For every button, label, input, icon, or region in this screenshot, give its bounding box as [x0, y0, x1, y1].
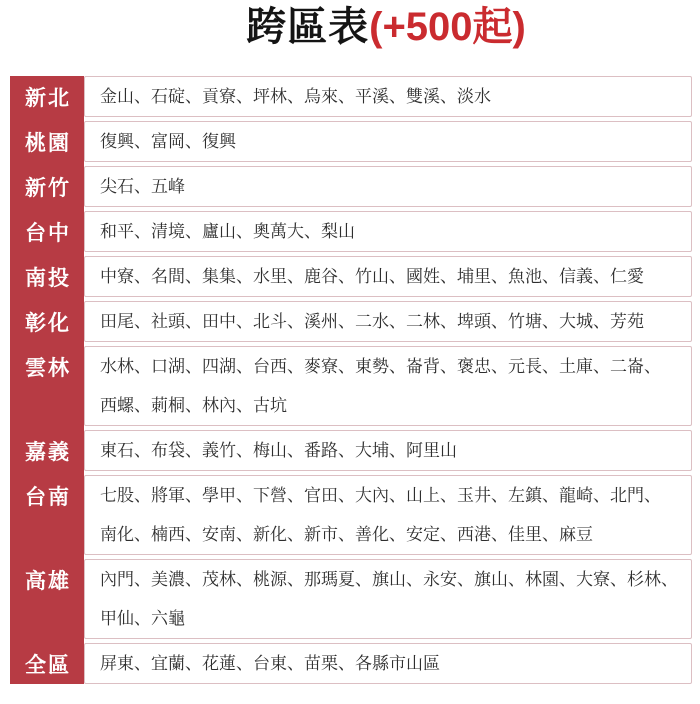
district-list: 田尾、社頭、田中、北斗、溪州、二水、二林、埤頭、竹塘、大城、芳苑 — [84, 301, 692, 342]
region-label: 新竹 — [25, 176, 71, 200]
district-list: 復興、富岡、復興 — [84, 121, 692, 162]
district-list: 和平、清境、廬山、奧萬大、梨山 — [84, 211, 692, 252]
table-row — [10, 346, 692, 426]
region-label: 高雄 — [25, 569, 71, 593]
region-label: 南投 — [25, 266, 71, 290]
table-row — [10, 211, 692, 252]
table-row — [10, 559, 692, 639]
table-row — [10, 475, 692, 555]
region-label: 台南 — [25, 485, 71, 509]
table-row — [10, 301, 692, 342]
zone-table-rows — [10, 76, 692, 684]
table-row — [10, 166, 692, 207]
table-row — [10, 256, 692, 297]
page-title — [36, 4, 700, 50]
region-label: 雲林 — [25, 356, 71, 380]
title-surcharge: (+500起) — [369, 5, 526, 49]
table-row — [10, 430, 692, 471]
region-label: 嘉義 — [25, 440, 71, 464]
region-label: 台中 — [25, 221, 71, 245]
district-list: 水林、口湖、四湖、台西、麥寮、東勢、崙背、褒忠、元長、土庫、二崙、西螺、莿桐、林內、古坑 — [84, 346, 692, 426]
table-row — [10, 76, 692, 117]
table-row — [10, 643, 692, 684]
district-list: 內門、美濃、茂林、桃源、那瑪夏、旗山、永安、旗山、林園、大寮、杉林、甲仙、六龜 — [84, 559, 692, 639]
district-list: 尖石、五峰 — [84, 166, 692, 207]
district-list: 中寮、名間、集集、水里、鹿谷、竹山、國姓、埔里、魚池、信義、仁愛 — [84, 256, 692, 297]
region-label: 全區 — [25, 653, 71, 677]
region-label: 彰化 — [25, 311, 71, 335]
district-list: 屏東、宜蘭、花蓮、台東、苗栗、各縣市山區 — [84, 643, 692, 684]
district-list: 七股、將軍、學甲、下營、官田、大內、山上、玉井、左鎮、龍崎、北門、南化、楠西、安南、新化、新市、善化、安定、西港、佳里、麻豆 — [84, 475, 692, 555]
region-label: 桃園 — [25, 131, 71, 155]
title-main: 跨區表 — [246, 5, 370, 49]
table-row — [10, 121, 692, 162]
district-list: 金山、石碇、貢寮、坪林、烏來、平溪、雙溪、淡水 — [84, 76, 692, 117]
zone-table — [10, 76, 692, 684]
region-label: 新北 — [25, 86, 71, 110]
district-list: 東石、布袋、義竹、梅山、番路、大埔、阿里山 — [84, 430, 692, 471]
